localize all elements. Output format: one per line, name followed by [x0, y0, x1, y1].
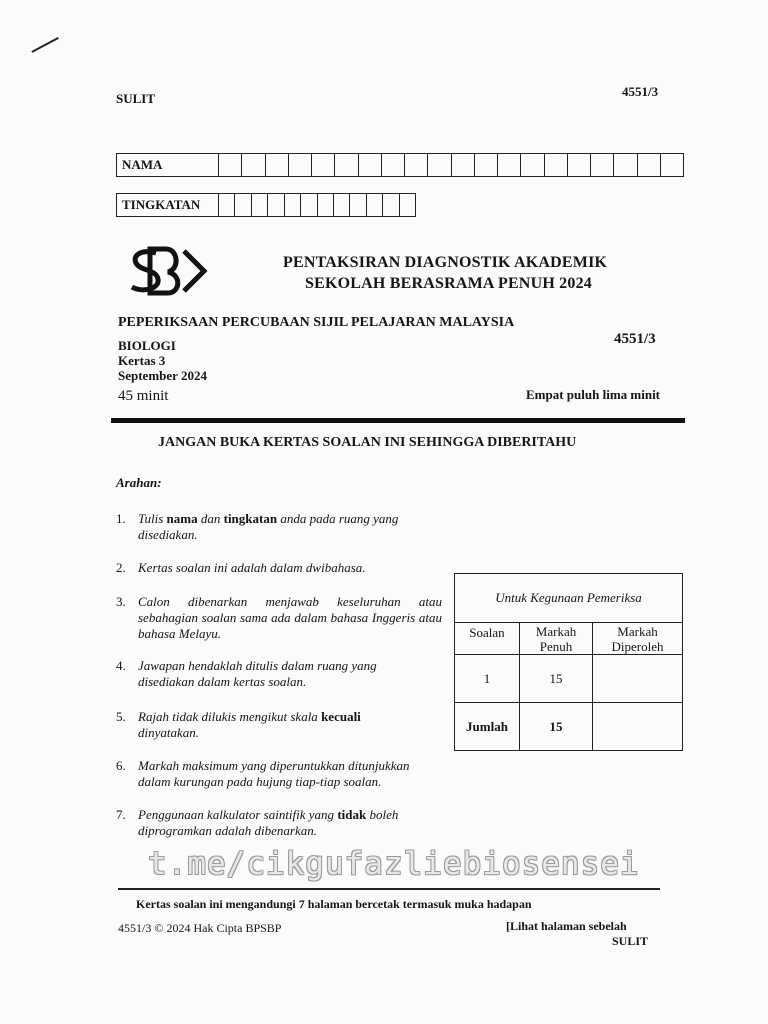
answer-box[interactable]	[235, 194, 251, 216]
instruction-item: 1. Tulis nama dan tingkatan anda pada ruang yang disediakan.	[116, 511, 399, 542]
question-full-marks: 15	[520, 655, 593, 703]
answer-box[interactable]	[545, 154, 568, 176]
answer-box[interactable]	[334, 194, 350, 216]
warning-text: JANGAN BUKA KERTAS SOALAN INI SEHINGGA DIBERITAHU	[158, 435, 577, 450]
exam-date: September 2024	[118, 368, 207, 383]
answer-box[interactable]	[475, 154, 498, 176]
answer-box[interactable]	[318, 194, 334, 216]
pen-mark	[31, 37, 58, 52]
answer-box[interactable]	[521, 154, 544, 176]
answer-box[interactable]	[661, 154, 683, 176]
divider-thin	[118, 888, 660, 890]
class-label: TINGKATAN	[117, 194, 219, 216]
answer-box[interactable]	[568, 154, 591, 176]
answer-box[interactable]	[383, 194, 399, 216]
footer-sulit: SULIT	[612, 934, 649, 948]
answer-box[interactable]	[591, 154, 614, 176]
col-markah-diperoleh: Markah Diperoleh	[593, 623, 683, 655]
answer-box[interactable]	[242, 154, 265, 176]
examiner-table-title: Untuk Kegunaan Pemeriksa	[455, 574, 683, 623]
instruction-item: 4. Jawapan hendaklah ditulis dalam ruang yang disediakan dalam kertas soalan.	[116, 658, 377, 689]
exam-name: PEPERIKSAAN PERCUBAAN SIJIL PELAJARAN MALAYSIA	[118, 315, 515, 330]
answer-box[interactable]	[350, 194, 366, 216]
header-sulit: SULIT	[116, 91, 156, 106]
instruction-item: 3. Calon dibenarkan menjawab keseluruhan atau sebahagian soalan sama ada dalam bahasa Inggeris atau bahasa Melayu.	[116, 594, 442, 641]
duration-words: Empat puluh lima minit	[526, 387, 661, 402]
answer-box[interactable]	[219, 194, 235, 216]
answer-box[interactable]	[285, 194, 301, 216]
instruction-item: 5. Rajah tidak dilukis mengikut skala kecuali dinyatakan.	[116, 709, 361, 740]
answer-box[interactable]	[268, 194, 284, 216]
watermark: t.me/cikgufazliebiosensei	[148, 846, 640, 882]
question-marks-obtained[interactable]	[593, 655, 683, 703]
title-line-2: SEKOLAH BERASRAMA PENUH 2024	[305, 275, 592, 292]
instruction-item: 7. Penggunaan kalkulator saintifik yang tidak boleh diprogramkan adalah dibenarkan.	[116, 807, 399, 838]
footer-next-page: [Lihat halaman sebelah	[506, 919, 627, 933]
answer-box[interactable]	[614, 154, 637, 176]
answer-box[interactable]	[498, 154, 521, 176]
name-field[interactable]	[116, 153, 684, 177]
answer-box[interactable]	[301, 194, 317, 216]
answer-box[interactable]	[359, 154, 382, 176]
total-full-marks: 15	[520, 703, 593, 751]
divider-thick	[111, 418, 685, 423]
answer-box[interactable]	[367, 194, 383, 216]
col-soalan: Soalan	[455, 623, 520, 655]
answer-box[interactable]	[452, 154, 475, 176]
total-marks-obtained[interactable]	[593, 703, 683, 751]
instruction-item: 2. Kertas soalan ini adalah dalam dwibahasa.	[116, 560, 366, 575]
footer-pages: Kertas soalan ini mengandungi 7 halaman bercetak termasuk muka hadapan	[136, 897, 532, 911]
title-line-1: PENTAKSIRAN DIAGNOSTIK AKADEMIK	[283, 254, 608, 271]
answer-box[interactable]	[382, 154, 405, 176]
answer-box[interactable]	[266, 154, 289, 176]
exam-code: 4551/3	[614, 331, 656, 347]
footer-copyright: 4551/3 © 2024 Hak Cipta BPSBP	[118, 921, 282, 935]
subject: BIOLOGI	[118, 338, 176, 353]
answer-box[interactable]	[289, 154, 312, 176]
answer-box[interactable]	[400, 194, 415, 216]
answer-box[interactable]	[312, 154, 335, 176]
answer-box[interactable]	[252, 194, 268, 216]
sbp-logo-icon	[128, 245, 218, 297]
class-boxes[interactable]	[219, 194, 415, 216]
class-field[interactable]	[116, 193, 416, 217]
examiner-table	[454, 573, 683, 751]
header-code: 4551/3	[622, 84, 659, 99]
instruction-item: 6. Markah maksimum yang diperuntukkan ditunjukkan dalam kurungan pada hujung tiap-tiap soalan.	[116, 758, 410, 789]
instructions-heading: Arahan:	[116, 475, 162, 490]
answer-box[interactable]	[405, 154, 428, 176]
answer-box[interactable]	[428, 154, 451, 176]
paper: Kertas 3	[118, 353, 166, 368]
col-markah-penuh: Markah Penuh	[520, 623, 593, 655]
duration: 45 minit	[118, 388, 169, 404]
answer-box[interactable]	[219, 154, 242, 176]
name-label: NAMA	[117, 154, 219, 176]
sbp-logo	[128, 245, 218, 305]
total-label: Jumlah	[455, 703, 520, 751]
answer-box[interactable]	[638, 154, 661, 176]
question-number: 1	[455, 655, 520, 703]
answer-box[interactable]	[335, 154, 358, 176]
name-boxes[interactable]	[219, 154, 683, 176]
